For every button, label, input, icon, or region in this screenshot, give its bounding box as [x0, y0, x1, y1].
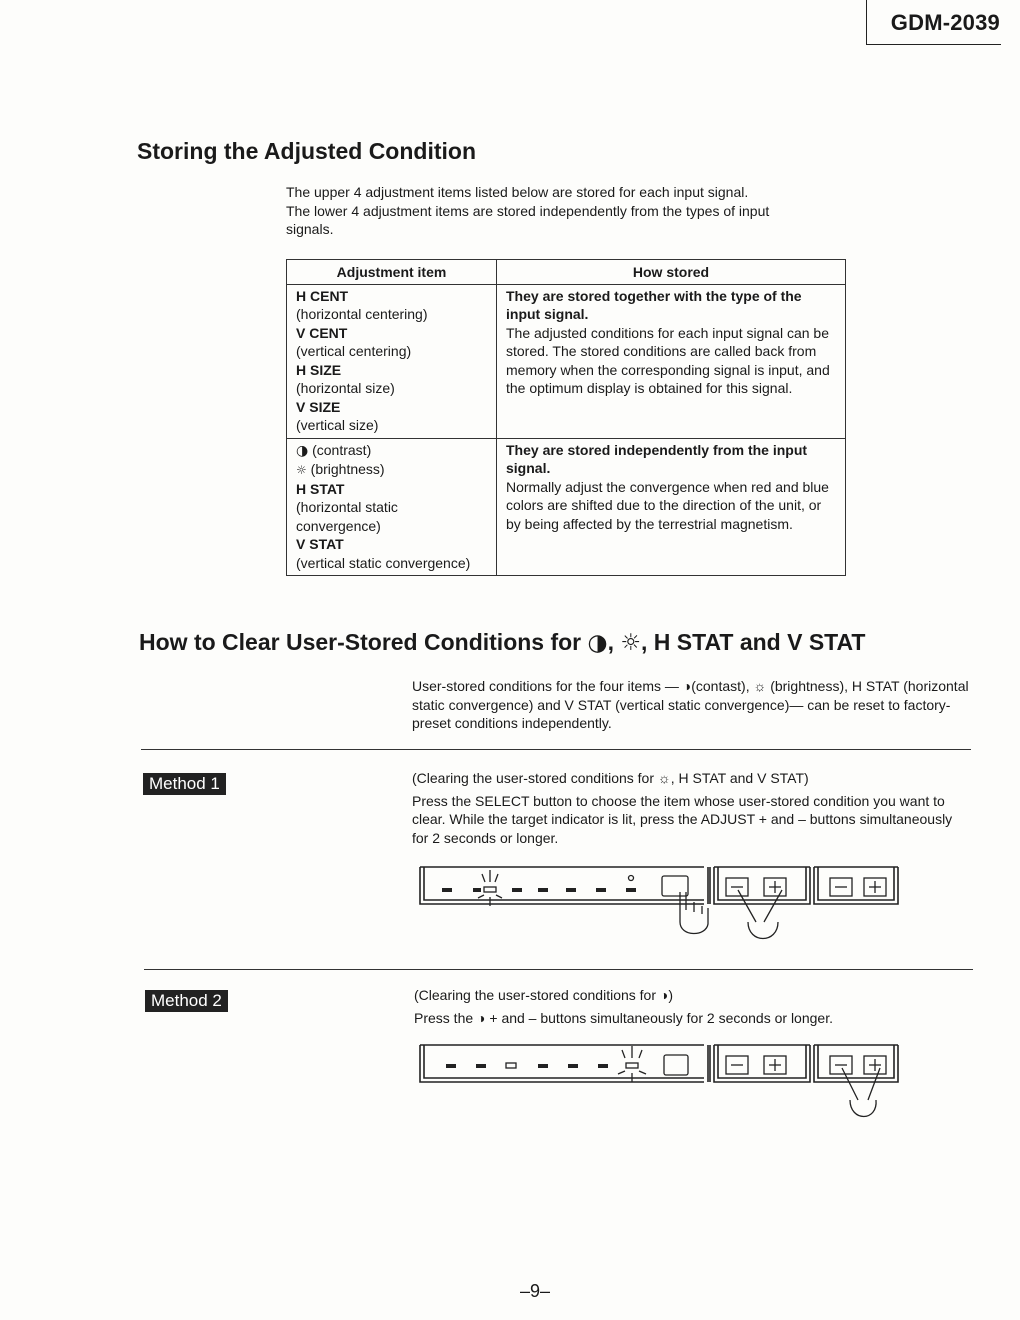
- section-title-storing: Storing the Adjusted Condition: [137, 138, 476, 164]
- title-prefix: How to Clear User-Stored Conditions for: [139, 629, 582, 655]
- method-2-label: Method 2: [145, 990, 228, 1012]
- section-title-clear: How to Clear User-Stored Conditions for ◑, ☼, H STAT and V STAT: [139, 629, 866, 656]
- item-desc: (horizontal size): [296, 380, 395, 396]
- adjustment-items-cell: [287, 284, 497, 438]
- item-desc: (vertical static convergence): [296, 554, 471, 571]
- brightness-icon: ☼: [620, 630, 642, 656]
- brightness-label: (brightness): [310, 461, 385, 477]
- table-header: Adjustment item: [287, 260, 497, 285]
- table-row: [287, 438, 846, 576]
- item-name: H SIZE: [296, 361, 342, 378]
- item-name: V CENT: [296, 324, 348, 341]
- control-panel-illustration-1: [418, 862, 903, 952]
- item-name: V STAT: [296, 536, 344, 552]
- item-name: V SIZE: [296, 398, 341, 415]
- how-stored-title: They are stored together with the type of the input signal.: [506, 287, 802, 322]
- clear-intro: User-stored conditions for the four items — ◑(contast), ☼ (brightness), H STAT (horizontal static convergence) and V STAT (vertical static convergence)— can be reset to factory-preset conditions independently.: [412, 678, 969, 731]
- method-2-text: [414, 986, 974, 1027]
- title-suffix: H STAT and V STAT: [653, 629, 866, 655]
- contrast-icon: ◑: [296, 442, 309, 459]
- brightness-item: [296, 460, 488, 480]
- how-stored-text: Normally adjust the convergence when red and blue colors are shifted due to the direction of the unit, or by being affected by the terrestrial magnetism.: [506, 478, 829, 532]
- how-stored-text: The adjusted conditions for each input signal can be stored. The stored conditions are called back from memory when the corresponding signal is input, and the optimum display is obtained for this signal.: [506, 324, 830, 396]
- contrast-item: [296, 441, 488, 461]
- intro-line: signals.: [286, 221, 334, 237]
- item-desc: (horizontal static convergence): [296, 499, 398, 534]
- contrast-label: (contrast): [312, 441, 372, 458]
- control-panel-illustration-2: [418, 1040, 903, 1130]
- table-row: [287, 284, 846, 438]
- how-stored-title: They are stored independently from the input signal.: [506, 441, 808, 476]
- contrast-icon: ◑: [587, 630, 608, 656]
- method-1-instructions: Press the SELECT button to choose the item whose user-stored condition you want to clear. While the target indicator is lit, press the ADJUST + and – buttons simultaneously for 2 seconds or longer.: [412, 792, 953, 846]
- how-stored-cell: [497, 284, 846, 438]
- item-desc: (vertical size): [296, 417, 379, 433]
- storage-table: [286, 259, 846, 576]
- divider: [141, 749, 971, 750]
- intro-line: The upper 4 adjustment items listed below are stored for each input signal.: [286, 184, 749, 200]
- model-number: GDM-2039: [890, 10, 1000, 35]
- method-1-text: [412, 769, 972, 847]
- intro-line: The lower 4 adjustment items are stored independently from the types of input: [286, 202, 770, 219]
- divider: [144, 969, 973, 970]
- method-1-label: Method 1: [143, 773, 226, 795]
- item-name: H STAT: [296, 480, 345, 497]
- item-name: H CENT: [296, 287, 349, 304]
- method-2-instructions: Press the ◑ + and – buttons simultaneously for 2 seconds or longer.: [414, 1009, 833, 1026]
- storing-intro: [286, 183, 846, 239]
- table-header: How stored: [497, 260, 846, 285]
- page-number: –9–: [520, 1281, 551, 1301]
- item-desc: (vertical centering): [296, 343, 412, 359]
- brightness-icon: ☼: [296, 463, 307, 477]
- item-desc: (horizontal centering): [296, 306, 428, 322]
- how-stored-cell: [497, 438, 846, 576]
- adjustment-items-cell: [287, 438, 497, 576]
- method-1-subtitle: (Clearing the user-stored conditions for ☼, H STAT and V STAT): [412, 770, 809, 786]
- method-2-subtitle: (Clearing the user-stored conditions for ◑): [414, 987, 674, 1003]
